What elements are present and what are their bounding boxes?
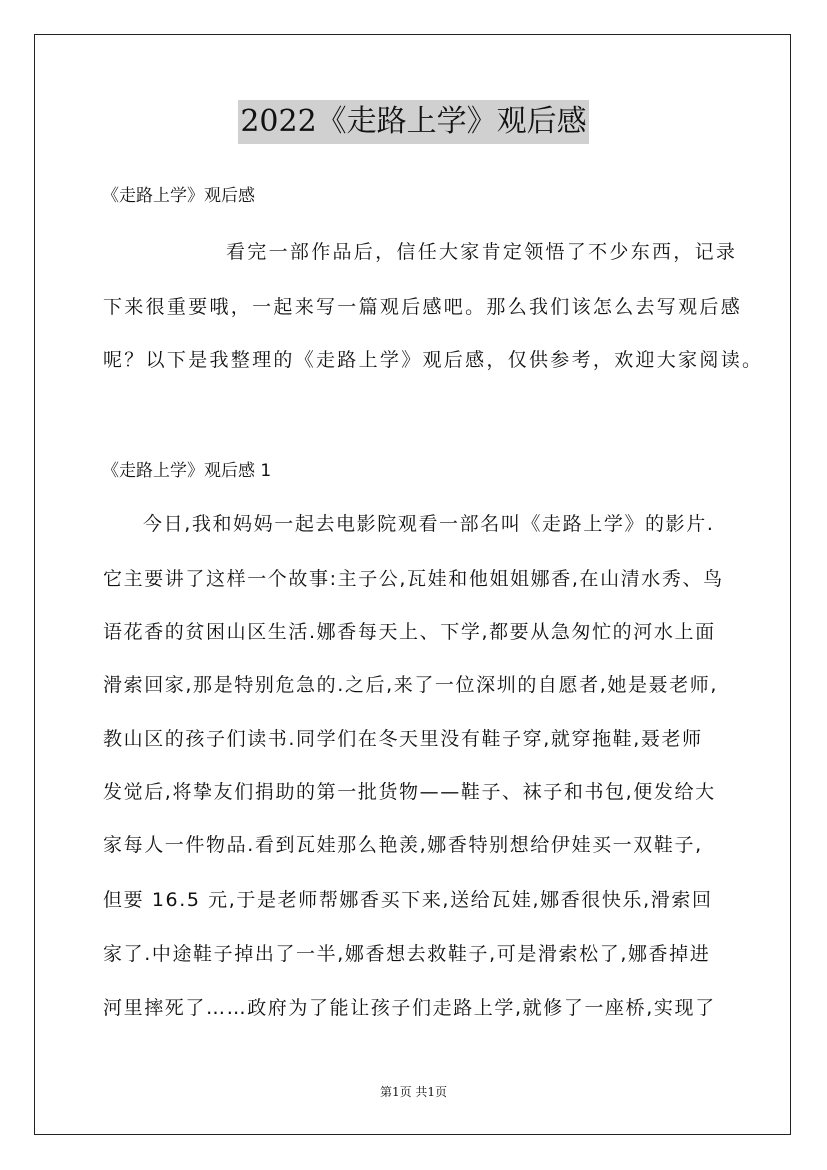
body-line: 发觉后,将挚友们捐助的第一批货物——鞋子、袜子和书包,便发给大 xyxy=(103,781,716,803)
body-line: 家每人一件物品.看到瓦娃那么艳羡,娜香特别想给伊娃买一双鞋子, xyxy=(103,834,703,856)
body-line: 语花香的贫困山区生活.娜香每天上、下学,都要从急匆忙的河水上面 xyxy=(103,621,716,643)
body-line: 今日,我和妈妈一起去电影院观看一部名叫《走路上学》的影片. xyxy=(143,513,715,535)
body-line: 滑索回家,那是特别危急的.之后,来了一位深圳的自愿者,她是聂老师, xyxy=(103,674,718,696)
body-line: 家了.中途鞋子掉出了一半,娜香想去救鞋子,可是滑索松了,娜香掉进 xyxy=(103,943,711,965)
intro-line: 呢？以下是我整理的《走路上学》观后感，仅供参考，欢迎大家阅读。 xyxy=(103,349,764,371)
page-footer: 第1页 共1页 xyxy=(379,1085,448,1099)
body-line: 教山区的孩子们读书.同学们在冬天里没有鞋子穿,就穿拖鞋,聂老师 xyxy=(103,728,703,750)
body-line: 河里摔死了……政府为了能让孩子们走路上学,就修了一座桥,实现了 xyxy=(103,997,716,1019)
body-line: 但要 16.5 元,于是老师帮娜香买下来,送给瓦娃,娜香很快乐,滑索回 xyxy=(103,889,713,911)
document-title: 2022《走路上学》观后感 xyxy=(238,100,588,144)
section-heading: 《走路上学》观后感 1 xyxy=(102,461,272,481)
intro-line: 看完一部作品后，信任大家肯定领悟了不少东西，记录 xyxy=(226,241,738,263)
intro-line: 下来很重要哦，一起来写一篇观后感吧。那么我们该怎么去写观后感 xyxy=(103,296,743,318)
body-line: 它主要讲了这样一个故事:主子公,瓦娃和他姐姐娜香,在山清水秀、鸟 xyxy=(103,568,724,590)
document-subtitle: 《走路上学》观后感 xyxy=(102,186,255,206)
